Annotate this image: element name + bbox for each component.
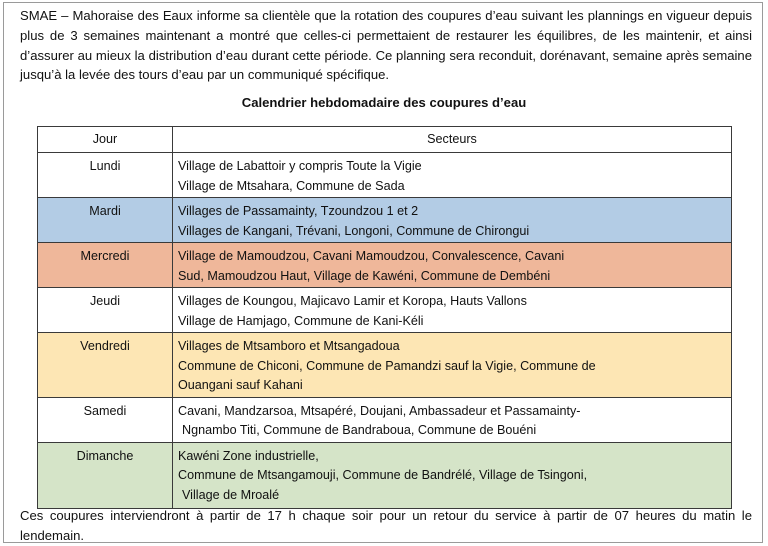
table-row-jeudi xyxy=(38,288,732,333)
table-row-mercredi xyxy=(38,243,732,288)
sector-line: Commune de Mtsangamouji, Commune de Bandrélé, Village de Tsingoni, xyxy=(178,468,588,482)
sector-line: Village de Hamjago, Commune de Kani-Kéli xyxy=(178,313,424,328)
sector-line: Village de Mroalé xyxy=(182,487,280,502)
table-header-row xyxy=(38,127,732,153)
sector-line: Village de Labattoir y compris Toute la Vigie xyxy=(178,159,422,173)
sector-line: Villages de Mtsamboro et Mtsangadoua xyxy=(178,339,400,353)
table-row-lundi xyxy=(38,153,732,198)
sector-line: Ngnambo Titi, Commune de Bandraboua, Commune de Bouéni xyxy=(182,423,537,437)
sector-line: Commune de Chiconi, Commune de Pamandzi sauf la Vigie, Commune de xyxy=(178,358,596,373)
sector-line: Villages de Passamainty, Tzoundzou 1 et 2 xyxy=(178,204,419,218)
closing-paragraph: Ces coupures interviendront à partir de 17 h chaque soir pour un retour du service à partir de 07 heures du matin le lendemain. xyxy=(20,508,752,543)
sector-line: Village de Mtsahara, Commune de Sada xyxy=(178,178,405,193)
sectors-cell xyxy=(173,397,732,442)
day-cell: Jeudi xyxy=(38,288,173,333)
table-row-dimanche xyxy=(38,442,732,508)
table-row-samedi xyxy=(38,397,732,442)
sectors-cell xyxy=(173,442,732,508)
day-cell: Dimanche xyxy=(38,442,173,508)
sector-line: Kawéni Zone industrielle, xyxy=(178,448,319,463)
sectors-cell xyxy=(173,333,732,398)
sector-line: Ouangani sauf Kahani xyxy=(178,378,303,392)
table-row-mardi xyxy=(38,198,732,243)
day-cell: Samedi xyxy=(38,397,173,442)
sector-line: Villages de Kangani, Trévani, Longoni, Commune de Chirongui xyxy=(178,223,530,238)
table-row-vendredi xyxy=(38,333,732,398)
sectors-cell xyxy=(173,153,732,198)
sectors-cell xyxy=(173,198,732,243)
header-day: Jour xyxy=(38,127,173,153)
header-sectors: Secteurs xyxy=(173,127,732,153)
table-title: Calendrier hebdomadaire des coupures d’eau xyxy=(241,95,527,110)
sectors-cell xyxy=(173,243,732,288)
intro-paragraph: SMAE – Mahoraise des Eaux informe sa clientèle que la rotation des coupures d’eau suivant les plannings en vigueur depuis plus de 3 semaines maintenant a montré que celles-ci permettaient de restaurer les équilibres, de les maintenir, et ainsi d’assurer au mieux la distribution d’eau durant cette période. Ce planning sera reconduit, dorénavant, semaine après semaine jusqu’à la levée des tours d’eau par un communiqué spécifique. xyxy=(20,8,752,83)
sector-line: Village de Mamoudzou, Cavani Mamoudzou, Convalescence, Cavani xyxy=(178,249,565,263)
sector-line: Sud, Mamoudzou Haut, Village de Kawéni, Commune de Dembéni xyxy=(178,268,551,283)
day-cell: Mercredi xyxy=(38,243,173,288)
schedule-table xyxy=(37,126,732,509)
sectors-cell xyxy=(173,288,732,333)
sector-line: Cavani, Mandzarsoa, Mtsapéré, Doujani, Ambassadeur et Passamainty- xyxy=(178,403,581,418)
day-cell: Lundi xyxy=(38,153,173,198)
day-cell: Mardi xyxy=(38,198,173,243)
day-cell: Vendredi xyxy=(38,333,173,398)
sector-line: Villages de Koungou, Majicavo Lamir et Koropa, Hauts Vallons xyxy=(178,294,527,308)
